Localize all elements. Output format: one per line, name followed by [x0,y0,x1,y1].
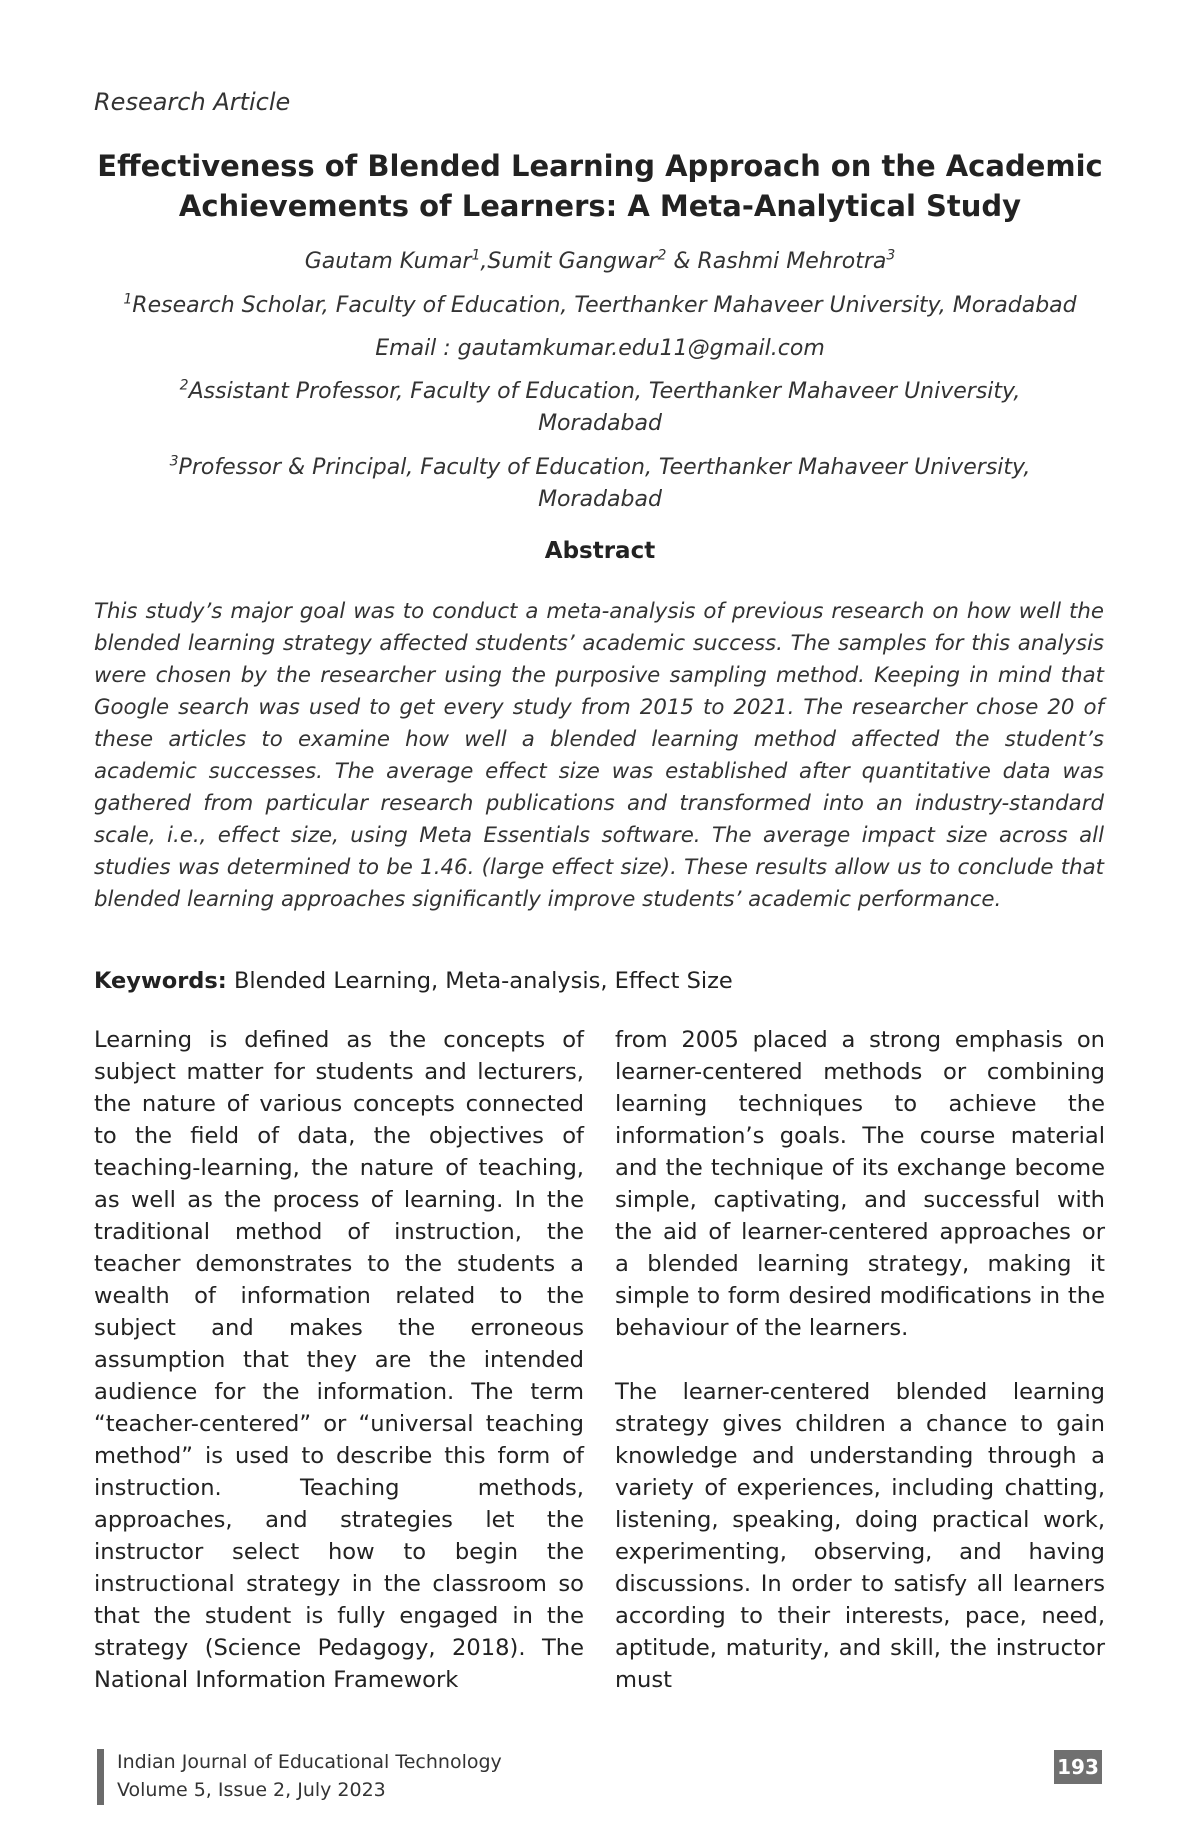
affiliation-2-text: Assistant Professor, Faculty of Education, Teerthanker Mahaveer University, [188,379,1021,404]
affiliation-1-text: Research Scholar, Faculty of Education, Teerthanker Mahaveer University, Moradabad [132,293,1077,318]
affiliation-1 [80,290,1120,322]
affiliation-2 [80,376,1120,440]
author-email: Email : gautamkumar.edu11@gmail.com [375,336,825,361]
page-number-badge: 193 [1054,1750,1102,1784]
author-1: Gautam Kumar [304,249,472,274]
body-column-right [615,1024,1105,1696]
body-paragraph: Learning is defined as the concepts of subject matter for students and lecturers, the nature of various concepts connected to the field of data, the objectives of teaching-learning, the nature of teaching, as well as the process of learning. In the traditional method of instruction, the teacher demonstrates to the students a wealth of information related to the subject and makes the erroneous assumption that they are the intended audience for the information. The term “teacher-centered” or “universal teaching method” is used to describe this form of instruction. Teaching methods, approaches, and strategies let the instructor select how to begin the instructional strategy in the classroom so that the student is fully engaged in the strategy (Science Pedagogy, 2018). The National Information Framework [94,1027,584,1693]
affiliation-3 [80,452,1120,516]
author-separator: , [480,249,488,274]
affiliation-3-line-1 [80,452,1120,484]
footer-issue: Volume 5, Issue 2, July 2023 [117,1779,386,1801]
affiliation-3-sup: 3 [169,453,179,470]
affiliation-3-text: Professor & Principal, Faculty of Education, Teerthanker Mahaveer University, [178,455,1031,480]
footer-journal-info [117,1748,502,1804]
body-paragraph: from 2005 placed a strong emphasis on learner-centered methods or combining learning techniques to achieve the information’s goals. The course material and the technique of its exchange become simple, captivating, and successful with the aid of learner-centered approaches or a blended learning strategy, making it simple to form desired modifications in the behaviour of the learners. [615,1027,1105,1341]
footer-accent-bar [97,1749,104,1805]
affiliation-3-line-2: Moradabad [538,487,662,512]
author-3: Rashmi Mehrotra [697,249,887,274]
keywords-value: Blended Learning, Meta-analysis, Effect Size [226,968,733,994]
author-list [80,247,1120,277]
paper-title [80,146,1120,226]
author-separator: & [666,249,698,274]
title-line-2: Achievements of Learners: A Meta-Analytical Study [178,189,1022,223]
affiliation-1-sup: 1 [123,291,133,308]
article-type-label: Research Article [94,88,291,116]
affiliation-2-line-1 [80,376,1120,408]
affiliation-2-sup: 2 [179,377,189,394]
author-3-sup: 3 [886,247,896,264]
footer-journal-name: Indian Journal of Educational Technology [117,1751,502,1773]
abstract-text: This study’s major goal was to conduct a meta-analysis of previous research on how well the blended learning strategy affected students’ academic success. The samples for this analysis were chosen by the researcher using the purposive sampling method. Keeping in mind that Google search was used to get every study from 2015 to 2021. The researcher chose 20 of these articles to examine how well a blended learning method affected the student’s academic successes. The average effect size was established after quantitative data was gathered from particular research publications and transformed into an industry-standard scale, i.e., effect size, using Meta Essentials software. The average impact size across all studies was determined to be 1.46. (large effect size). These results allow us to conclude that blended learning approaches significantly improve students’ academic performance. [94,599,1104,912]
author-2-sup: 2 [657,247,667,264]
author-2: Sumit Gangwar [487,249,658,274]
affiliation-2-line-2: Moradabad [538,411,662,436]
body-paragraph: The learner-centered blended learning strategy gives children a chance to gain knowledge and understanding through a variety of experiences, including chatting, listening, speaking, doing practical work, experimenting, observing, and having discussions. In order to satisfy all learners according to their interests, pace, need, aptitude, maturity, and skill, the instructor must [615,1379,1105,1693]
author-1-sup: 1 [471,247,481,264]
abstract-heading: Abstract [544,538,656,564]
keywords-line [94,968,733,994]
keywords-label: Keywords: [94,968,227,994]
body-column-left [94,1024,584,1696]
title-line-1: Effectiveness of Blended Learning Approach on the Academic [97,149,1103,183]
